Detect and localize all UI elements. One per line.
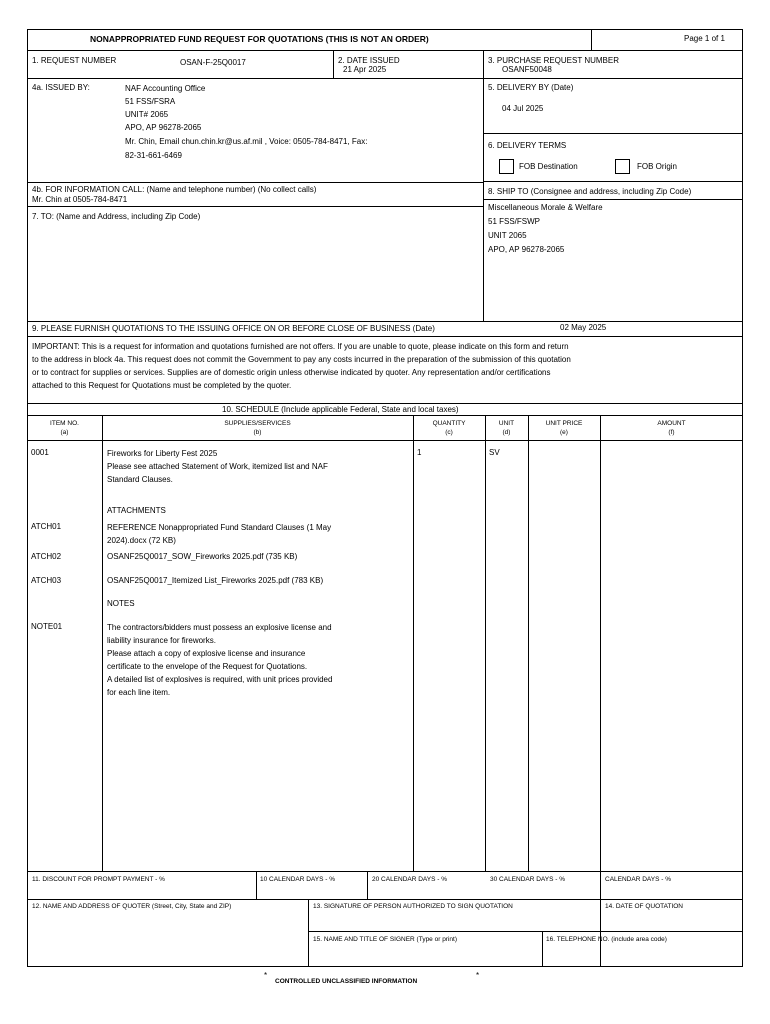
line-item-unit: SV [489,448,500,457]
fob-origin-checkbox[interactable] [615,159,630,174]
line-item-number: 0001 [31,448,49,457]
ship-to-line-2: 51 FSS/FSWP [488,217,541,226]
col-qty-header: QUANTITY [432,420,466,427]
issued-by-line-3: UNIT# 2065 [125,110,169,119]
ship-to-line-4: APO, AP 96278-2065 [488,245,565,254]
form-frame [27,29,743,967]
info-call-value: Mr. Chin at 0505-784-8471 [32,195,128,204]
delivery-terms-label: 6. DELIVERY TERMS [488,141,567,150]
discount-label: 11. DISCOUNT FOR PROMPT PAYMENT - % [32,876,165,883]
furnish-quotations-date: 02 May 2025 [560,323,607,332]
ship-to-line-1: Miscellaneous Morale & Welfare [488,203,603,212]
col-price-header: UNIT PRICE [545,420,583,427]
note-line-2: liability insurance for fireworks. [107,636,216,645]
important-line-3: or to contract for supplies or services. Supplies are of domestic origin unless otherwise indicated by quoter. Any representation and/or certifications [32,368,551,377]
note-line-6: for each line item. [107,688,171,697]
telephone-label: 16. TELEPHONE NO. (include area code) [546,936,667,943]
atch02-line-1[interactable]: OSANF25Q0017_SOW_Fireworks 2025.pdf (735 KB) [107,552,298,561]
schedule-title: 10. SCHEDULE (Include applicable Federal, State and local taxes) [222,405,459,414]
signer-name-label: 15. NAME AND TITLE OF SIGNER (Type or print) [313,936,457,943]
fob-destination-label: FOB Destination [519,162,578,171]
atch01-id: ATCH01 [31,522,62,531]
to-label: 7. TO: (Name and Address, including Zip Code) [32,212,201,221]
furnish-quotations-label: 9. PLEASE FURNISH QUOTATIONS TO THE ISSUING OFFICE ON OR BEFORE CLOSE OF BUSINESS (Date) [32,324,435,333]
date-issued-label: 2. DATE ISSUED [338,56,400,65]
col-qty-sub: (c) [445,429,453,436]
quoter-address-label: 12. NAME AND ADDRESS OF QUOTER (Street, City, State and ZIP) [32,903,232,910]
col-amount-sub: (f) [668,429,675,436]
issued-by-line-5: Mr. Chin, Email chun.chin.kr@us.af.mil , Voice: 0505-784-8471, Fax: [125,137,368,146]
ship-to-label: 8. SHIP TO (Consignee and address, including Zip Code) [488,187,692,196]
issued-by-line-6: 82-31-661-6469 [125,151,182,160]
atch01-line-2[interactable]: 2024).docx (72 KB) [107,536,176,545]
col-unit-header: UNIT [498,420,515,427]
date-of-quotation-label: 14. DATE OF QUOTATION [605,903,684,910]
desc-line-1: Fireworks for Liberty Fest 2025 [107,449,218,458]
note-line-4: certificate to the envelope of the Request for Quotations. [107,662,308,671]
fob-origin-label: FOB Origin [637,162,678,171]
request-number-value: OSAN-F-25Q0017 [180,58,246,67]
discount-x-days: CALENDAR DAYS - % [605,876,671,883]
desc-line-2: Please see attached Statement of Work, itemized list and NAF [107,462,328,471]
delivery-by-value: 04 Jul 2025 [502,104,544,113]
line-item-qty: 1 [417,448,422,457]
attachments-heading: ATTACHMENTS [107,506,166,515]
purchase-request-label: 3. PURCHASE REQUEST NUMBER [488,56,619,65]
note-line-3: Please attach a copy of explosive license and insurance [107,649,306,658]
footer-star-left: * [264,971,268,980]
footer-star-right: * [476,971,480,980]
discount-30-days: 30 CALENDAR DAYS - % [490,876,566,883]
issued-by-line-2: 51 FSS/FSRA [125,97,176,106]
form-title: NONAPPROPRIATED FUND REQUEST FOR QUOTATIONS (THIS IS NOT AN ORDER) [90,34,429,44]
ship-to-line-3: UNIT 2065 [488,231,527,240]
info-call-label: 4b. FOR INFORMATION CALL: (Name and telephone number) (No collect calls) [32,185,317,194]
important-line-4: attached to this Request for Quotations must be completed by the quoter. [32,381,292,390]
note-line-5: A detailed list of explosives is required, with unit prices provided [107,675,333,684]
atch03-id: ATCH03 [31,576,62,585]
purchase-request-value: OSANF50048 [502,65,552,74]
note01-id: NOTE01 [31,622,63,631]
delivery-by-label: 5. DELIVERY BY (Date) [488,83,574,92]
discount-10-days: 10 CALENDAR DAYS - % [260,876,336,883]
atch02-id: ATCH02 [31,552,62,561]
page-number: Page 1 of 1 [684,34,725,43]
important-line-2: to the address in block 4a. This request does not commit the Government to pay any costs incurred in the preparation of the submission of this quotation [32,355,571,364]
request-number-label: 1. REQUEST NUMBER [32,56,117,65]
col-unit-sub: (d) [502,429,511,436]
atch03-line-1[interactable]: OSANF25Q0017_Itemized List_Fireworks 2025.pdf (783 KB) [107,576,324,585]
issued-by-line-1: NAF Accounting Office [125,84,206,93]
signature-label: 13. SIGNATURE OF PERSON AUTHORIZED TO SIGN QUOTATION [313,903,513,910]
desc-line-3: Standard Clauses. [107,475,173,484]
col-price-sub: (e) [560,429,568,436]
footer-cui-label: CONTROLLED UNCLASSIFIED INFORMATION [275,978,418,985]
col-supplies-sub: (b) [253,429,262,436]
date-issued-value: 21 Apr 2025 [343,65,387,74]
col-amount-header: AMOUNT [657,420,686,427]
col-item-header: ITEM NO. [50,420,79,427]
issued-by-line-4: APO, AP 96278-2065 [125,123,202,132]
notes-heading: NOTES [107,599,135,608]
issued-by-label: 4a. ISSUED BY: [32,83,90,92]
col-item-sub: (a) [60,429,69,436]
atch01-line-1[interactable]: REFERENCE Nonappropriated Fund Standard Clauses (1 May [107,523,332,532]
discount-20-days: 20 CALENDAR DAYS - % [372,876,448,883]
important-line-1: IMPORTANT: This is a request for information and quotations furnished are not offers. If you are unable to quote, please indicate on this form and return [32,342,569,351]
col-supplies-header: SUPPLIES/SERVICES [224,420,291,427]
note-line-1: The contractors/bidders must possess an explosive license and [107,623,332,632]
fob-destination-checkbox[interactable] [499,159,514,174]
